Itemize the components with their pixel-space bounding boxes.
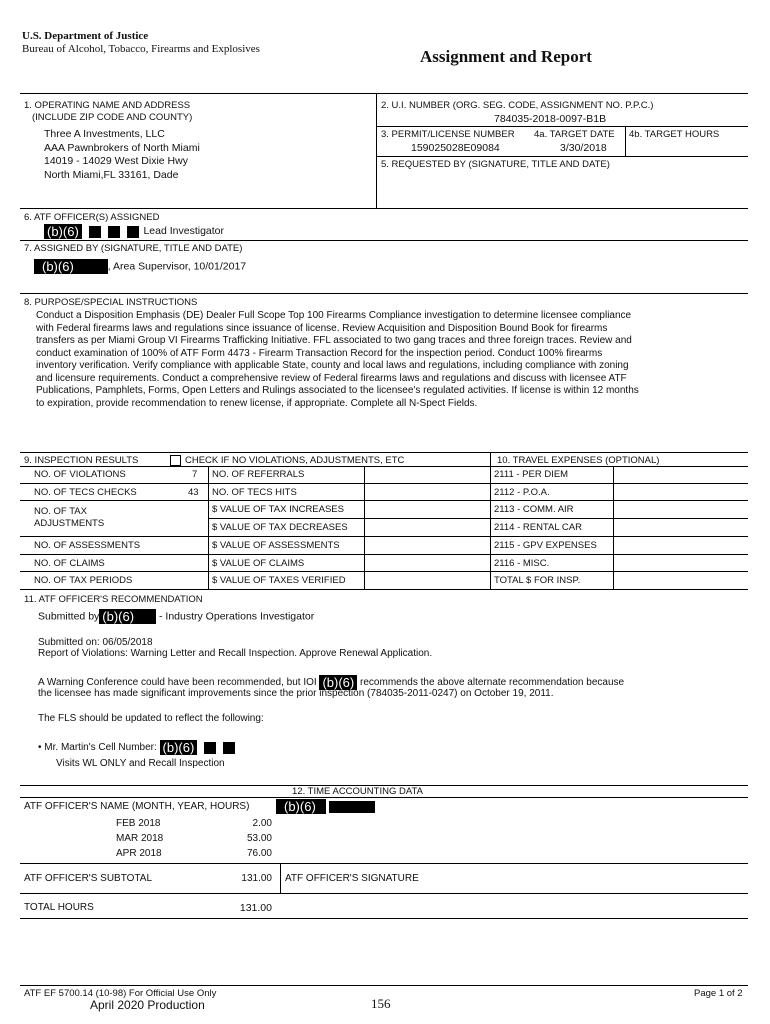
assessments-value-label: $ VALUE OF ASSESSMENTS xyxy=(212,540,340,551)
time-accounting-label: 12. TIME ACCOUNTING DATA xyxy=(292,786,423,797)
violations-value: 7 xyxy=(192,469,198,480)
violations-label: NO. OF VIOLATIONS xyxy=(34,469,126,480)
tax-periods-label: NO. OF TAX PERIODS xyxy=(34,575,133,586)
permit-number-label: 3. PERMIT/LICENSE NUMBER xyxy=(381,129,515,140)
total-hours-value: 131.00 xyxy=(239,902,272,914)
bureau-name: Bureau of Alcohol, Tobacco, Firearms and Explosives xyxy=(22,43,260,55)
redaction-box: (b)(6) xyxy=(44,224,82,239)
divider xyxy=(376,156,748,157)
officer-role: Lead Investigator xyxy=(143,225,225,238)
redaction-block xyxy=(204,742,216,754)
divider xyxy=(20,589,748,590)
divider xyxy=(20,918,748,919)
purpose-line: Conduct a Disposition Emphasis (DE) Dealer Full Scope Top 100 Firearms Compliance investigation to determine licensee compliance xyxy=(36,310,632,321)
redaction-box: (b)(6) xyxy=(160,740,198,755)
fls-update: The FLS should be updated to reflect the following: xyxy=(38,713,264,724)
requested-by-label: 5. REQUESTED BY (SIGNATURE, TITLE AND DATE) xyxy=(381,159,610,170)
purpose-line: inventory verification. Verify compliance with applicable State, county and local laws and regulations, including compliance with zoning xyxy=(36,360,629,371)
divider xyxy=(20,554,748,555)
target-hours-label: 4b. TARGET HOURS xyxy=(629,129,720,140)
travel-item: 2111 - PER DIEM xyxy=(494,469,569,480)
divider xyxy=(208,466,209,589)
address-line: 14019 - 14029 West Dixie Hwy xyxy=(44,155,188,167)
travel-expenses-label: 10. TRAVEL EXPENSES (OPTIONAL) xyxy=(497,455,660,466)
month-label: FEB 2018 xyxy=(116,818,161,829)
signature-label: ATF OFFICER'S SIGNATURE xyxy=(285,873,419,884)
permit-number-value: 159025028E09084 xyxy=(411,142,500,154)
divider xyxy=(20,240,748,241)
warning-pre: A Warning Conference could have been recommended, but IOI xyxy=(38,677,317,689)
submitted-by-role: - Industry Operations Investigator xyxy=(159,610,315,623)
tax-increases-label: $ VALUE OF TAX INCREASES xyxy=(212,504,344,515)
form-title: Assignment and Report xyxy=(420,47,592,66)
officer-name-label: ATF OFFICER'S NAME (MONTH, YEAR, HOURS) xyxy=(24,801,250,812)
warning-line-2: the licensee has made significant improvements since the prior inspection (784035-2011-0247) on October 19, 2011. xyxy=(38,688,554,699)
target-date-label: 4a. TARGET DATE xyxy=(534,129,615,140)
redaction-block xyxy=(89,226,101,238)
divider xyxy=(376,126,748,127)
assessments-label: NO. OF ASSESSMENTS xyxy=(34,540,141,551)
production-stamp: April 2020 Production xyxy=(90,998,205,1012)
subtotal-value: 131.00 xyxy=(241,873,272,884)
assigned-by-value: , Area Supervisor, 10/01/2017 xyxy=(107,260,247,273)
officers-assigned-row xyxy=(44,224,224,239)
redaction-box: (b)(6) xyxy=(99,609,156,624)
warning-post: recommends the above alternate recommendation because xyxy=(360,677,625,689)
divider xyxy=(208,518,748,519)
claims-label: NO. OF CLAIMS xyxy=(34,558,105,569)
divider xyxy=(20,863,748,864)
recommendation-label: 11. ATF OFFICER'S RECOMMENDATION xyxy=(24,594,203,605)
purpose-line: conduct examination of 100% of ATF Form 4473 - Firearm Transaction Record for the inspection period. Conduct 100% firearms xyxy=(36,347,603,359)
month-label: APR 2018 xyxy=(116,848,162,859)
taxes-verified-label: $ VALUE OF TAXES VERIFIED xyxy=(212,575,346,586)
no-violations-checkbox[interactable] xyxy=(170,455,181,466)
inspection-results-label: 9. INSPECTION RESULTS xyxy=(24,455,139,466)
department-name: U.S. Department of Justice xyxy=(22,30,149,42)
divider xyxy=(20,93,748,94)
operating-name-sublabel: (INCLUDE ZIP CODE AND COUNTY) xyxy=(32,112,193,123)
ui-number-label: 2. U.I. NUMBER (ORG. SEG. CODE, ASSIGNMENT NO. P.P.C.) xyxy=(381,100,654,111)
redaction-block xyxy=(127,226,139,238)
redaction-box: (b)(6) xyxy=(34,259,108,274)
month-hours: 76.00 xyxy=(246,848,272,859)
total-hours-label: TOTAL HOURS xyxy=(24,902,94,913)
purpose-line: Publications, Pamphlets, Forms, Open Letters and Rulings associated to the licensee's regulated activities. If license is within 12 months xyxy=(36,385,639,396)
divider xyxy=(376,93,377,208)
address-line: North Miami,FL 33161, Dade xyxy=(44,168,179,181)
tecs-checks-label: NO. OF TECS CHECKS xyxy=(34,487,137,498)
submitted-by-row xyxy=(38,609,314,624)
redaction-block xyxy=(329,801,375,813)
divider xyxy=(625,126,626,156)
divider xyxy=(20,893,748,894)
operating-name-label: 1. OPERATING NAME AND ADDRESS xyxy=(24,100,191,111)
divider xyxy=(20,536,748,537)
divider xyxy=(364,466,365,589)
cell-number-row xyxy=(38,740,235,755)
divider xyxy=(20,797,748,798)
divider xyxy=(490,452,491,589)
divider xyxy=(20,293,748,294)
month-hours: 53.00 xyxy=(246,833,272,844)
page-stamp: 156 xyxy=(371,996,391,1011)
divider xyxy=(20,483,748,484)
subtotal-label: ATF OFFICER'S SUBTOTAL xyxy=(24,873,153,884)
tax-adjustments-label: NO. OF TAX ADJUSTMENTS xyxy=(34,506,105,529)
officer-name-redaction xyxy=(276,799,375,814)
assigned-by-row xyxy=(34,259,246,274)
tecs-checks-value: 43 xyxy=(188,487,199,498)
form-number: ATF EF 5700.14 (10-98) For Official Use Only xyxy=(24,988,217,999)
month-hours: 2.00 xyxy=(252,818,272,829)
redaction-block xyxy=(108,226,120,238)
redaction-block xyxy=(223,742,235,754)
claims-value-label: $ VALUE OF CLAIMS xyxy=(212,558,305,569)
divider xyxy=(280,863,281,893)
report-summary: Report of Violations: Warning Letter and Recall Inspection. Approve Renewal Application. xyxy=(38,648,433,659)
officers-assigned-label: 6. ATF OFFICER(S) ASSIGNED xyxy=(24,212,160,223)
ui-number-value: 784035-2018-0097-B1B xyxy=(494,113,607,125)
address-line: Three A Investments, LLC xyxy=(44,128,165,140)
divider xyxy=(20,208,748,209)
cell-number-prefix: • Mr. Martin's Cell Number: xyxy=(38,742,157,754)
tecs-hits-label: NO. OF TECS HITS xyxy=(212,487,297,498)
travel-item: 2114 - RENTAL CAR xyxy=(494,522,582,533)
referrals-label: NO. OF REFERRALS xyxy=(212,469,305,480)
travel-item: 2115 - GPV EXPENSES xyxy=(494,540,597,551)
operating-address xyxy=(44,128,200,182)
visits-note: Visits WL ONLY and Recall Inspection xyxy=(56,758,225,769)
travel-item: 2112 - P.O.A. xyxy=(494,487,550,498)
page-number: Page 1 of 2 xyxy=(694,988,743,999)
travel-item: TOTAL $ FOR INSP. xyxy=(494,575,581,586)
divider xyxy=(20,466,748,467)
submitted-by-prefix: Submitted by xyxy=(38,610,100,623)
travel-item: 2116 - MISC. xyxy=(494,558,550,569)
purpose-label: 8. PURPOSE/SPECIAL INSTRUCTIONS xyxy=(24,297,198,308)
tax-decreases-label: $ VALUE OF TAX DECREASES xyxy=(212,522,348,533)
purpose-line: to expiration, provide recommendation to renew license, if appropriate. Complete all N-Spect Fields. xyxy=(36,397,478,409)
purpose-line: and licensure requirements. Conduct a comprehensive review of Federal firearms laws and regulations and discuss with licensee ATF xyxy=(36,372,627,384)
divider xyxy=(613,466,614,589)
assigned-by-label: 7. ASSIGNED BY (SIGNATURE, TITLE AND DATE) xyxy=(24,243,243,254)
no-violations-checkbox-label: CHECK IF NO VIOLATIONS, ADJUSTMENTS, ETC xyxy=(185,455,405,466)
submitted-on: Submitted on: 06/05/2018 xyxy=(38,637,153,648)
redaction-box: (b)(6) xyxy=(319,675,357,690)
divider xyxy=(20,500,748,501)
divider xyxy=(20,985,748,986)
purpose-text xyxy=(36,310,748,410)
divider xyxy=(20,571,748,572)
travel-item: 2113 - COMM. AIR xyxy=(494,504,574,515)
purpose-line: transfers as per Miami Group VI Firearms Trafficking Initiative. FFL associated to two gang traces and three foreign traces. Review and xyxy=(36,335,632,346)
target-date-value: 3/30/2018 xyxy=(560,142,607,154)
redaction-box: (b)(6) xyxy=(276,799,326,814)
purpose-line: with Federal firearms laws and regulations since issuance of license. Review Acquisition and Disposition Bound Book for firearms xyxy=(36,322,608,334)
divider xyxy=(20,452,748,453)
month-label: MAR 2018 xyxy=(116,833,164,844)
address-line: AAA Pawnbrokers of North Miami xyxy=(44,141,200,154)
